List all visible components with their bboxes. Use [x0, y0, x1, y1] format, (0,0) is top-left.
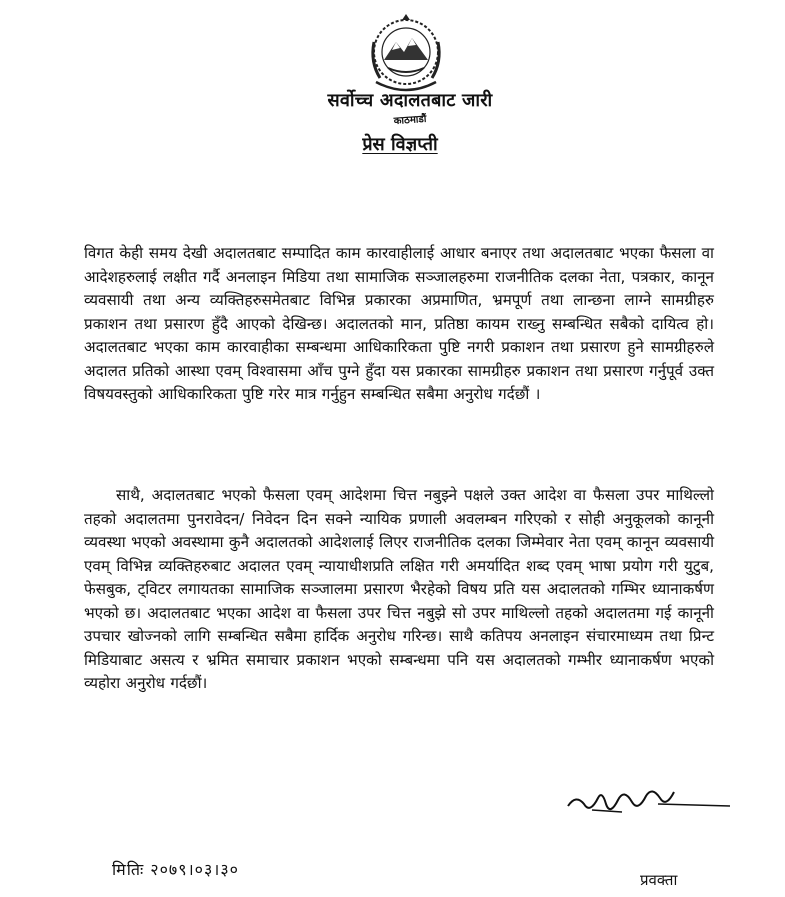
nepal-emblem-icon: [366, 12, 446, 98]
signature-icon: [562, 780, 732, 830]
page-title: प्रेस विज्ञप्ती: [362, 134, 438, 155]
issue-date: मितिः २०७९।०३।३०: [112, 860, 239, 879]
paragraph-2: साथै, अदालतबाट भएको फैसला एवम् आदेशमा चित्त नबुझ्ने पक्षले उक्त आदेश वा फैसला उपर माथिल्लो तहको अदालतमा पुनरावेदन/ निवेदन दिन सक्ने न्यायिक प्रणाली अवलम्बन गरिएको र सोही अनुकूलको कानूनी व्यवस्था भएको अवस्थामा कुनै अदालतको आदेशलाई लिएर राजनीतिक दलका जिम्मेवार नेता एवम् कानून व्यवसायी एवम् विभिन्न व्यक्तिहरुबाट अदालत एवम् न्यायाधीशप्रति लक्षित गरी अमर्यादित शब्द एवम् भाषा प्रयोग गरी युटुब, फेसबुक, ट्विटर लगायतका सामाजिक सञ्जालमा प्रसारण भैरहेको विषय प्रति यस अदालतको गम्भिर ध्यानाकर्षण भएको छ। अदालतबाट भएका आदेश वा फैसला उपर चित्त नबुझे सो उपर माथिल्लो तहको अदालतमा गई कानूनी उपचार खोज्नको लागि सम्बन्धित सबैमा हार्दिक अनुरोध गरिन्छ। साथै कतिपय अनलाइन संचारमाध्यम तथा प्रिन्ट मिडियाबाट असत्य र भ्रमित समाचार प्रकाशन भएको सम्बन्धमा पनि यस अदालतको गम्भीर ध्यानाकर्षण भएको व्यहोरा अनुरोध गर्दछौं।: [84, 486, 714, 692]
seal-location-text: काठमाडौं: [393, 113, 427, 128]
signatory-title: प्रवक्ता: [640, 871, 678, 889]
issuing-authority-heading: सर्वोच्च अदालतबाट जारी: [327, 90, 493, 111]
paragraph-1: विगत केही समय देखी अदालतबाट सम्पादित काम कारवाहीलाई आधार बनाएर तथा अदालतबाट भएका फैसला वा आदेशहरुलाई लक्षीत गर्दै अनलाइन मिडिया तथा सामाजिक सञ्जालहरुमा राजनीतिक दलका नेता, पत्रकार, कानून व्यवसायी तथा अन्य व्यक्तिहरुसमेतबाट विभिन्न प्रकारका अप्रमाणित, भ्रमपूर्ण तथा लान्छना लाग्ने सामग्रीहरु प्रकाशन तथा प्रसारण हुँदै आएको देखिन्छ। अदालतको मान, प्रतिष्ठा कायम राख्नु सम्बन्धित सबैको दायित्व हो। अदालतबाट भएका काम कारवाहीका सम्बन्धमा आधिकारिकता पुष्टि नगरी प्रकाशन तथा प्रसारण हुने सामग्रीहरुले अदालत प्रतिको आस्था एवम् विश्वासमा आँच पुग्ने हुँदा यस प्रकारका सामग्रीहरु प्रकाशन तथा प्रसारण गर्नुपूर्व उक्त विषयवस्तुको आधिकारिकता पुष्टि गरेर मात्र गर्नुहुन सम्बन्धित सबैमा अनुरोध गर्दछौं ।: [84, 244, 714, 403]
